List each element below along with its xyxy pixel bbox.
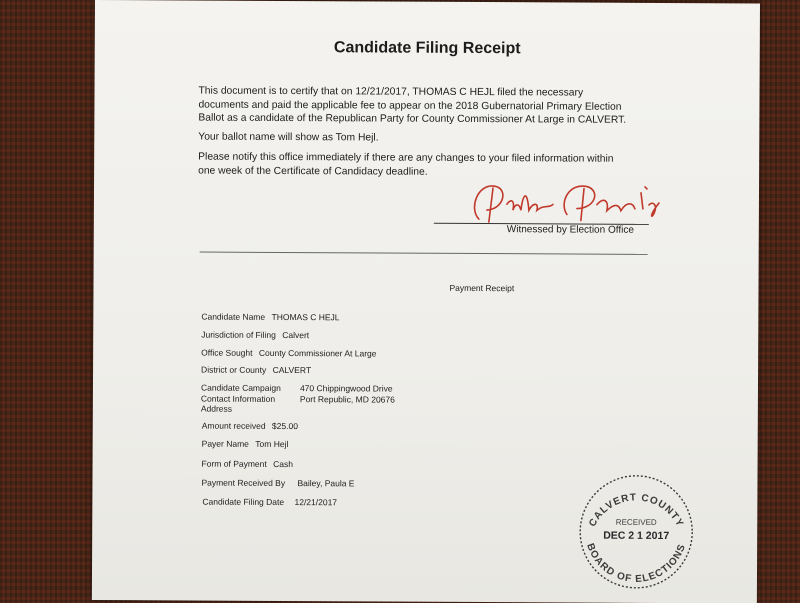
witness-label: Witnessed by Election Office	[506, 224, 634, 236]
payer-row	[202, 439, 289, 450]
filing-date-row	[202, 497, 337, 508]
ballot-name-paragraph: Your ballot name will show as Tom Hejl.	[198, 131, 379, 144]
document-title: Candidate Filing Receipt	[333, 39, 521, 58]
address-line: Port Republic, MD 20676	[299, 393, 395, 405]
certify-line: Ballot as a candidate of the Republican Party for County Commissioner At Large in CALVERT.	[198, 112, 627, 126]
contact-label-line: Contact Information	[200, 393, 276, 404]
contact-label-line: Address	[200, 403, 233, 414]
field-value: Cash	[273, 458, 294, 470]
certify-line: documents and paid the applicable fee to appear on the 2018 Gubernatorial Primary Election	[198, 99, 622, 113]
field-label: Jurisdiction of Filing	[201, 329, 276, 340]
field-label: Payment Received By	[201, 477, 286, 489]
field-value: $25.00	[271, 420, 298, 432]
stamp-bottom-text: BOARD OF ELECTIONS	[584, 541, 689, 585]
filing-receipt-paper	[92, 0, 760, 603]
field-label: Candidate Name	[201, 311, 266, 322]
field-value: Bailey, Paula E	[297, 478, 355, 489]
field-label: Form of Payment	[201, 458, 267, 469]
field-label: District or County	[201, 364, 267, 375]
field-value: THOMAS C HEJL	[271, 311, 340, 323]
notify-line: Please notify this office immediately if there are any changes to your filed information within	[198, 151, 614, 165]
field-label: Amount received	[201, 420, 266, 431]
notify-line: one week of the Certificate of Candidacy deadline.	[198, 165, 428, 178]
field-value: Tom Hejl	[255, 438, 289, 450]
field-label: Payer Name	[201, 438, 249, 449]
section-divider	[200, 252, 648, 255]
stamp-date: DEC 2 1 2017	[603, 529, 670, 543]
certify-paragraph	[198, 85, 648, 128]
candidate-name-row	[201, 312, 339, 323]
payment-receipt-title: Payment Receipt	[449, 282, 515, 294]
address-line: 470 Chippingwood Drive	[299, 383, 393, 394]
field-value: 12/21/2017	[294, 497, 338, 508]
stamp-top-text: CALVERT COUNTY	[587, 492, 686, 530]
field-label: Candidate Filing Date	[202, 496, 285, 507]
contact-label	[201, 383, 281, 415]
field-value: Calvert	[282, 329, 310, 341]
received-stamp	[577, 473, 696, 592]
contact-label-line: Candidate Campaign	[200, 382, 281, 393]
jurisdiction-row	[201, 330, 309, 341]
field-label: Office Sought	[201, 347, 253, 358]
amount-row	[202, 421, 298, 432]
received-by-row	[201, 478, 354, 489]
office-row	[201, 348, 376, 359]
form-of-payment-row	[202, 459, 293, 470]
field-value: County Commissioner At Large	[258, 347, 377, 359]
district-row	[201, 365, 311, 376]
certify-line: This document is to certify that on 12/21/2017, THOMAS C HEJL filed the necessary	[198, 85, 584, 99]
stamp-received: RECEIVED	[615, 517, 657, 527]
contact-address	[300, 383, 395, 404]
field-value: CALVERT	[272, 364, 312, 376]
